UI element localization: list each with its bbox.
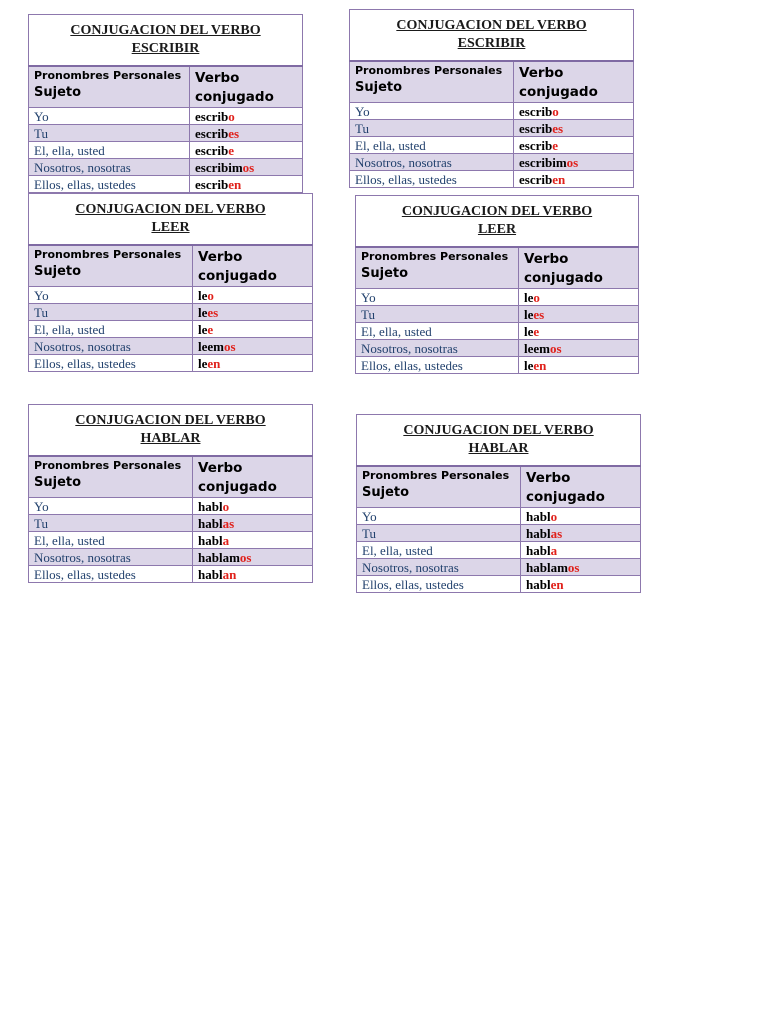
conjugation-card-escribir-left [28, 14, 303, 193]
title-verb: LEER [477, 222, 517, 237]
conjugation-table [28, 455, 313, 583]
card-title [349, 9, 634, 60]
verb-ending: es [552, 120, 564, 136]
verb-cell [193, 498, 313, 515]
title-line-1: CONJUGACION DEL VERBO [401, 204, 593, 219]
title-line-1: CONJUGACION DEL VERBO [70, 23, 261, 38]
title-verb: HABLAR [140, 431, 201, 446]
verb-stem: habl [526, 542, 551, 558]
header-verb-line-1: Verbo [526, 470, 571, 486]
header-pronouns-line-1: Pronombres Personales [362, 469, 510, 482]
verb-stem: escrib [519, 137, 553, 153]
verb-ending: o [222, 498, 230, 514]
pronoun-cell: Nosotros, nosotras [29, 338, 193, 355]
verb-cell [514, 137, 634, 154]
conjugation-table [28, 244, 313, 372]
verb-stem: le [524, 306, 534, 322]
card-title [28, 404, 313, 455]
verb-cell [190, 125, 303, 142]
header-pronouns-line-2: Sujeto [34, 85, 82, 100]
header-pronouns [350, 61, 514, 103]
table-row [357, 576, 641, 593]
header-verb-line-2: conjugado [524, 270, 603, 286]
table-row [29, 515, 313, 532]
verb-cell [190, 108, 303, 125]
pronoun-cell: Ellos, ellas, ustedes [350, 171, 514, 188]
header-verb [193, 245, 313, 287]
verb-stem: le [198, 287, 208, 303]
verb-cell [514, 171, 634, 188]
verb-stem: escribim [195, 159, 243, 175]
verb-ending: o [552, 103, 559, 119]
header-verb [521, 466, 641, 508]
table-row [29, 498, 313, 515]
table-row [29, 549, 313, 566]
header-verb-line-2: conjugado [519, 84, 598, 100]
verb-ending: o [207, 287, 214, 303]
verb-cell [193, 338, 313, 355]
verb-stem: leem [198, 338, 224, 354]
verb-cell [190, 142, 303, 159]
verb-cell [519, 289, 639, 306]
verb-cell [519, 306, 639, 323]
conjugation-card-leer-left [28, 193, 313, 372]
title-line-1: CONJUGACION DEL VERBO [403, 423, 594, 438]
verb-ending: a [550, 542, 558, 558]
header-pronouns-line-1: Pronombres Personales [34, 69, 182, 82]
pronoun-cell: El, ella, usted [357, 542, 521, 559]
verb-cell [521, 576, 641, 593]
header-pronouns-line-2: Sujeto [355, 80, 403, 95]
verb-stem: le [198, 355, 208, 371]
verb-stem: hablam [198, 549, 240, 565]
header-row [29, 245, 313, 287]
verb-stem: escrib [195, 176, 229, 192]
header-verb-line-1: Verbo [195, 70, 240, 86]
header-row [29, 66, 303, 108]
verb-ending: os [239, 549, 252, 565]
table-row [356, 323, 639, 340]
header-pronouns-line-2: Sujeto [34, 264, 82, 279]
verb-stem: habl [198, 515, 223, 531]
verb-cell [193, 515, 313, 532]
pronoun-cell: Tu [357, 525, 521, 542]
conjugation-card-hablar-left [28, 404, 313, 583]
title-verb: HABLAR [468, 441, 529, 456]
table-row [356, 357, 639, 374]
table-row [29, 159, 303, 176]
table-row [350, 103, 634, 120]
header-verb [514, 61, 634, 103]
verb-cell [193, 532, 313, 549]
header-pronouns-line-1: Pronombres Personales [34, 459, 182, 472]
table-row [350, 154, 634, 171]
verb-ending: en [207, 355, 221, 371]
verb-cell [521, 542, 641, 559]
verb-cell [193, 287, 313, 304]
header-verb-line-2: conjugado [198, 479, 277, 495]
pronoun-cell: Yo [350, 103, 514, 120]
conjugation-table [355, 246, 639, 374]
pronoun-cell: Yo [357, 508, 521, 525]
verb-ending: en [550, 576, 564, 592]
verb-stem: escrib [195, 108, 229, 124]
verb-stem: le [524, 323, 534, 339]
verb-cell [193, 549, 313, 566]
verb-ending: e [552, 137, 558, 153]
header-verb-line-2: conjugado [198, 268, 277, 284]
pronoun-cell: Nosotros, nosotras [29, 549, 193, 566]
pronoun-cell: Tu [29, 125, 190, 142]
table-row [29, 532, 313, 549]
verb-stem: escrib [195, 142, 229, 158]
verb-ending: e [228, 142, 234, 158]
pronoun-cell: El, ella, usted [29, 321, 193, 338]
header-verb-line-1: Verbo [519, 65, 564, 81]
verb-cell [521, 559, 641, 576]
header-row [29, 456, 313, 498]
pronoun-cell: El, ella, usted [29, 532, 193, 549]
table-row [356, 306, 639, 323]
pronoun-cell: El, ella, usted [350, 137, 514, 154]
verb-stem: escrib [519, 103, 553, 119]
header-verb-line-1: Verbo [198, 460, 243, 476]
header-verb-line-1: Verbo [524, 251, 569, 267]
pronoun-cell: Ellos, ellas, ustedes [357, 576, 521, 593]
verb-cell [190, 159, 303, 176]
pronoun-cell: Yo [29, 498, 193, 515]
verb-stem: le [198, 304, 208, 320]
header-verb [519, 247, 639, 289]
header-pronouns [29, 245, 193, 287]
title-line-1: CONJUGACION DEL VERBO [75, 202, 266, 217]
card-title [28, 14, 303, 65]
verb-cell [193, 566, 313, 583]
card-title [28, 193, 313, 244]
header-pronouns-line-1: Pronombres Personales [34, 248, 182, 261]
verb-stem: habl [526, 576, 551, 592]
verb-ending: os [223, 338, 236, 354]
verb-stem: escrib [519, 171, 553, 187]
table-row [357, 559, 641, 576]
verb-ending: o [533, 289, 540, 305]
verb-ending: os [549, 340, 562, 356]
verb-cell [514, 154, 634, 171]
verb-stem: leem [524, 340, 550, 356]
card-title [355, 195, 639, 246]
header-verb-line-1: Verbo [198, 249, 243, 265]
pronoun-cell: Ellos, ellas, ustedes [29, 355, 193, 372]
verb-ending: en [552, 171, 566, 187]
title-line-1: CONJUGACION DEL VERBO [75, 413, 266, 428]
verb-cell [193, 355, 313, 372]
conjugation-card-hablar-right [356, 414, 641, 593]
verb-ending: en [533, 357, 547, 373]
verb-stem: escrib [195, 125, 229, 141]
pronoun-cell: Nosotros, nosotras [356, 340, 519, 357]
verb-cell [519, 340, 639, 357]
verb-ending: o [550, 508, 558, 524]
verb-cell [514, 103, 634, 120]
pronoun-cell: Tu [356, 306, 519, 323]
table-row [29, 108, 303, 125]
pronoun-cell: Ellos, ellas, ustedes [356, 357, 519, 374]
table-row [350, 120, 634, 137]
verb-ending: en [228, 176, 242, 192]
table-row [29, 321, 313, 338]
header-row [357, 466, 641, 508]
verb-cell [193, 321, 313, 338]
pronoun-cell: Yo [356, 289, 519, 306]
pronoun-cell: El, ella, usted [29, 142, 190, 159]
verb-ending: os [567, 559, 580, 575]
verb-cell [521, 525, 641, 542]
table-row [350, 171, 634, 188]
title-line-1: CONJUGACION DEL VERBO [396, 18, 587, 33]
verb-cell [514, 120, 634, 137]
verb-ending: an [222, 566, 237, 582]
verb-ending: es [533, 306, 545, 322]
verb-ending: es [228, 125, 240, 141]
header-pronouns-line-1: Pronombres Personales [361, 250, 509, 263]
conjugation-card-escribir-right [349, 9, 634, 188]
header-pronouns [29, 66, 190, 108]
table-row [357, 525, 641, 542]
card-title [356, 414, 641, 465]
pronoun-cell: Ellos, ellas, ustedes [29, 566, 193, 583]
table-row [356, 340, 639, 357]
header-verb-line-2: conjugado [195, 89, 274, 105]
verb-ending: a [222, 532, 230, 548]
table-row [29, 338, 313, 355]
verb-cell [519, 357, 639, 374]
verb-cell [190, 176, 303, 193]
table-row [357, 508, 641, 525]
pronoun-cell: Nosotros, nosotras [29, 159, 190, 176]
header-verb [193, 456, 313, 498]
verb-ending: as [550, 525, 563, 541]
verb-cell [521, 508, 641, 525]
verb-stem: habl [198, 532, 223, 548]
table-row [357, 542, 641, 559]
table-row [356, 289, 639, 306]
verb-ending: e [533, 323, 540, 339]
table-row [29, 566, 313, 583]
verb-stem: habl [526, 508, 551, 524]
verb-cell [519, 323, 639, 340]
pronoun-cell: Tu [350, 120, 514, 137]
verb-stem: hablam [526, 559, 568, 575]
verb-stem: escrib [519, 120, 553, 136]
pronoun-cell: El, ella, usted [356, 323, 519, 340]
verb-stem: habl [198, 498, 223, 514]
verb-ending: e [207, 321, 214, 337]
conjugation-table [356, 465, 641, 593]
verb-ending: es [207, 304, 219, 320]
table-row [29, 355, 313, 372]
header-pronouns [357, 466, 521, 508]
table-row [29, 142, 303, 159]
verb-ending: as [222, 515, 235, 531]
table-row [29, 304, 313, 321]
header-verb-line-2: conjugado [526, 489, 605, 505]
conjugation-card-leer-right [355, 195, 639, 374]
verb-stem: habl [198, 566, 223, 582]
verb-ending: os [566, 154, 579, 170]
verb-ending: os [242, 159, 255, 175]
verb-stem: habl [526, 525, 551, 541]
table-row [350, 137, 634, 154]
header-verb [190, 66, 303, 108]
header-pronouns-line-1: Pronombres Personales [355, 64, 503, 77]
header-row [356, 247, 639, 289]
pronoun-cell: Nosotros, nosotras [350, 154, 514, 171]
header-row [350, 61, 634, 103]
conjugation-table [28, 65, 303, 193]
header-pronouns-line-2: Sujeto [361, 266, 409, 281]
title-verb: ESCRIBIR [131, 41, 200, 56]
pronoun-cell: Yo [29, 108, 190, 125]
pronoun-cell: Yo [29, 287, 193, 304]
header-pronouns [356, 247, 519, 289]
title-verb: LEER [151, 220, 190, 235]
pronoun-cell: Ellos, ellas, ustedes [29, 176, 190, 193]
header-pronouns-line-2: Sujeto [362, 485, 410, 500]
verb-stem: le [198, 321, 208, 337]
verb-stem: le [524, 357, 534, 373]
header-pronouns [29, 456, 193, 498]
pronoun-cell: Tu [29, 304, 193, 321]
verb-stem: le [524, 289, 534, 305]
verb-ending: o [228, 108, 235, 124]
header-pronouns-line-2: Sujeto [34, 475, 82, 490]
pronoun-cell: Nosotros, nosotras [357, 559, 521, 576]
verb-stem: escribim [519, 154, 567, 170]
table-row [29, 125, 303, 142]
title-verb: ESCRIBIR [457, 36, 526, 51]
table-row [29, 287, 313, 304]
conjugation-table [349, 60, 634, 188]
pronoun-cell: Tu [29, 515, 193, 532]
table-row [29, 176, 303, 193]
verb-cell [193, 304, 313, 321]
